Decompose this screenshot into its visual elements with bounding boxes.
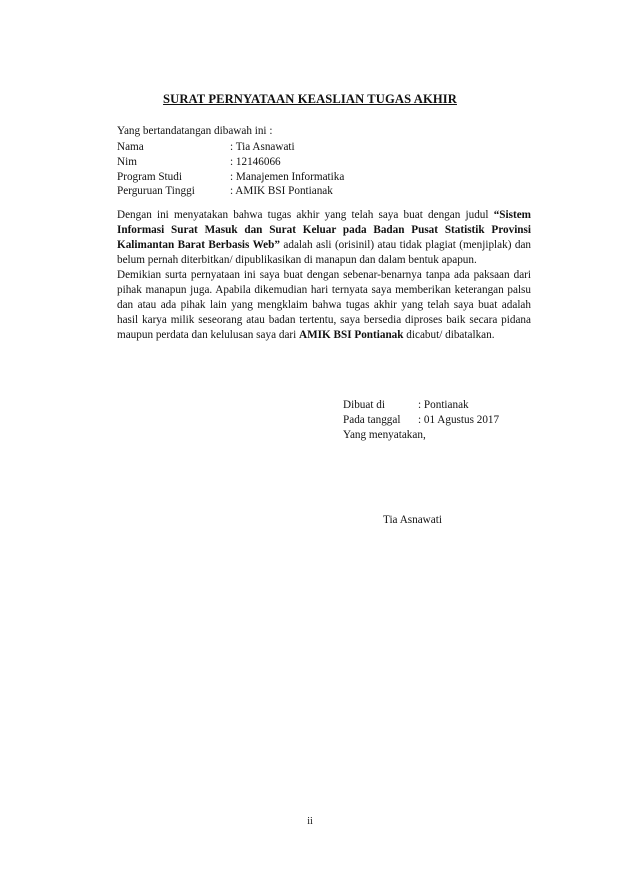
identity-value: : Manajemen Informatika [230,170,345,183]
sign-date-value: : 01 Agustus 2017 [418,413,500,426]
paragraph-text: dicabut/ dibatalkan. [403,329,495,341]
identity-row-name [117,140,344,155]
signature-block [343,398,499,442]
signer-name: Tia Asnawati [383,514,442,526]
identity-row-nim [117,155,344,170]
thesis-title: “Sistem Informasi Surat Masuk dan Surat Keluar pada Badan Pusat Statistik Provinsi Kalimantan Barat Berbasis Web” [117,209,531,251]
sign-place-row [343,398,499,413]
sign-place-value: : Pontianak [418,399,469,411]
paragraph-text: adalah asli (orisinil) atau tidak plagiat (menjiplak) dan belum pernah diterbitkan/ dipublikasikan di manapun dan dalam bentuk apapun. [117,239,532,266]
identity-row-institution [117,184,344,199]
intro-text: Yang bertandatangan dibawah ini : [117,125,273,137]
page-number: ii [307,816,313,827]
identity-value: : AMIK BSI Pontianak [230,185,333,198]
identity-label: Nim [117,155,137,168]
identity-label: Nama [117,141,144,153]
identity-label: Program Studi [117,170,182,183]
identity-row-program [117,170,344,185]
paragraph-text: Demikian surta pernyataan ini saya buat dengan sebenar-benarnya tanpa ada paksaan dari pihak manapun juga. Apabila dikemudian hari ternyata saya memberikan keterangan palsu dan atau ada pihak lain yang mengklaim bahwa tugas akhir yang telah saya buat adalah hasil karya milik seseorang atau badan tertentu, saya bersedia diproses baik secara pidana maupun perdata dan kelulusan saya dari [117,269,531,341]
identity-table [117,140,344,199]
paragraph-declaration [117,208,531,268]
identity-label: Perguruan Tinggi [117,185,195,198]
institution-name: AMIK BSI Pontianak [299,329,404,341]
identity-value: : 12146066 [230,155,281,168]
sign-place-label: Dibuat di [343,399,385,411]
sign-date-label: Pada tanggal [343,413,401,426]
identity-value: : Tia Asnawati [230,141,295,153]
paragraph-consequence [117,268,531,343]
statement-body [117,208,531,343]
sign-statement: Yang menyatakan, [343,428,426,441]
paragraph-text: Dengan ini menyatakan bahwa tugas akhir yang telah saya buat dengan judul [117,209,494,221]
sign-date-row [343,413,499,428]
document-title: SURAT PERNYATAAN KEASLIAN TUGAS AKHIR [163,92,457,106]
